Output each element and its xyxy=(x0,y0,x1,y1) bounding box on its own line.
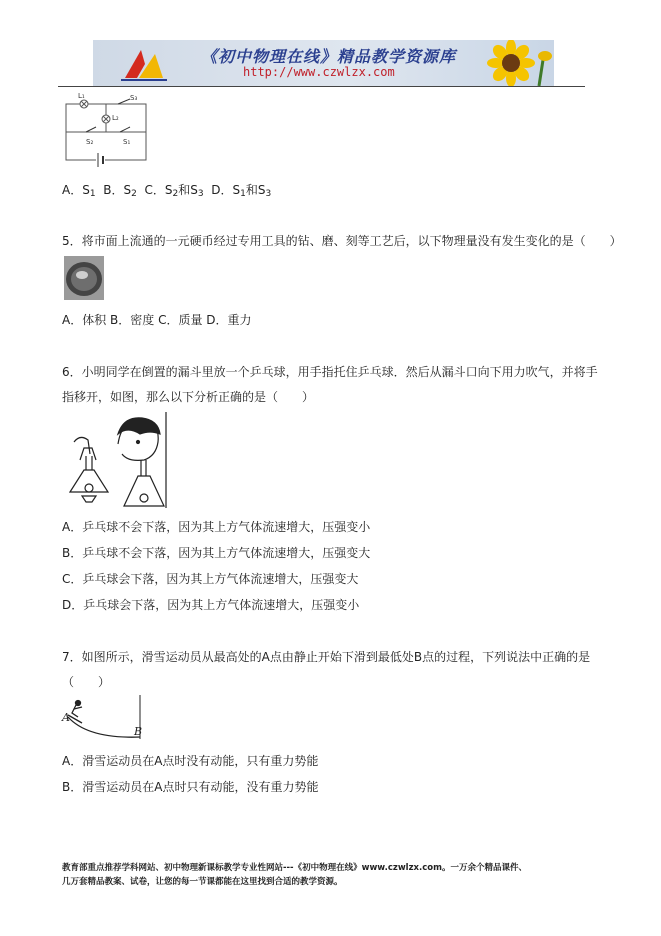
label-s3: S₃ xyxy=(130,94,138,102)
q7-option-b: B．滑雪运动员在A点时只有动能，没有重力势能 xyxy=(62,780,319,794)
header-banner xyxy=(93,40,554,86)
label-s2: S₂ xyxy=(86,138,94,146)
label-s1: S₁ xyxy=(123,138,131,146)
q6-stem-line1: 6．小明同学在倒置的漏斗里放一个乒乓球，用手指托住乒乓球．然后从漏斗口向下用力吹气，并将手 xyxy=(62,365,598,379)
label-l1: L₁ xyxy=(78,92,85,100)
circuit-diagram xyxy=(60,92,155,168)
q6-option-a: A．乒乓球不会下落，因为其上方气体流速增大，压强变小 xyxy=(62,520,371,534)
q4-option-c: C．$S_2$和$S_3$ xyxy=(144,183,204,199)
q7-option-a: A．滑雪运动员在A点时没有动能，只有重力势能 xyxy=(62,754,319,768)
q5-stem: 5．将市面上流通的一元硬币经过专用工具的钻、磨、刻等工艺后，以下物理量没有发生变化的是（ ） xyxy=(62,234,622,248)
coin-image xyxy=(64,256,104,300)
banner-title: 《初中物理在线》精品教学资源库 xyxy=(201,47,457,66)
footer-line1: 教育部重点推荐学科网站、初中物理新课标教学专业性网站---《初中物理在线》www.czwlzx.com。一万余个精品课件、 xyxy=(62,863,527,873)
sunflower-icon xyxy=(469,40,554,86)
q4-option-d: D．$S_1$和$S_3$ xyxy=(211,183,272,199)
footer-line2: 几万套精品教案、试卷，让您的每一节课都能在这里找到合适的教学资源。 xyxy=(62,877,343,887)
q6-option-b: B．乒乓球不会下落，因为其上方气体流速增大，压强变大 xyxy=(62,546,371,560)
funnel-experiment-image xyxy=(62,412,168,508)
q5-options: A．体积 B．密度 C．质量 D．重力 xyxy=(62,313,252,327)
q4-option-a: A．$S_1$ xyxy=(62,183,96,199)
site-logo-icon xyxy=(115,44,173,84)
q6-option-c: C．乒乓球会下落，因为其上方气体流速增大，压强变大 xyxy=(62,572,359,586)
q7-stem-line2: （ ） xyxy=(62,675,111,689)
banner-url: http://www.czwlzx.com xyxy=(243,65,395,79)
q6-stem-line2: 指移开，如图，那么以下分析正确的是（ ） xyxy=(62,390,315,404)
q4-options xyxy=(62,182,271,202)
ski-slope-diagram xyxy=(60,695,150,743)
point-a-label: A xyxy=(62,711,70,724)
q4-option-b: B．$S_2$ xyxy=(103,183,137,199)
point-b-label: B xyxy=(134,725,143,738)
header-rule xyxy=(58,86,585,87)
label-l2: L₂ xyxy=(112,114,119,122)
q7-stem-line1: 7．如图所示，滑雪运动员从最高处的A点由静止开始下滑到最低处B点的过程，下列说法中正确的是 xyxy=(62,650,591,664)
q6-option-d: D．乒乓球会下落，因为其上方气体流速增大，压强变小 xyxy=(62,598,360,612)
